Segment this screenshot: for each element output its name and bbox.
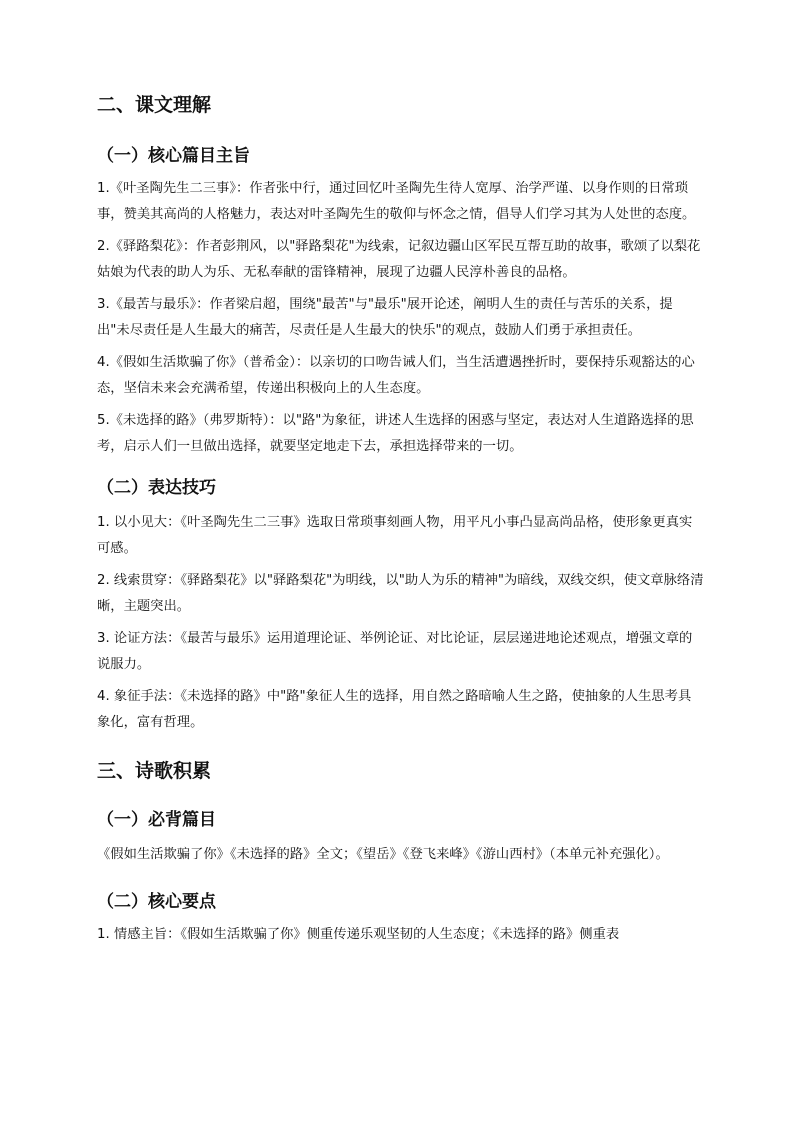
section-heading-text-understanding: 二、课文理解 (97, 94, 212, 116)
technique-item-4: 4. 象征手法：《未选择的路》中"路"象征人生的选择，用自然之路暗喻人生之路，使抽象的人生思考具象化，富有哲理。 (97, 689, 692, 730)
key-point-item-1: 1. 情感主旨：《假如生活欺骗了你》侧重传递乐观坚韧的人生态度；《未选择的路》侧重表 (97, 927, 620, 942)
theme-item-4: 4.《假如生活欺骗了你》（普希金）：以亲切的口吻告诫人们，当生活遭遇挫折时，要保持乐观豁达的心态，坚信未来会充满希望，传递出积极向上的人生态度。 (97, 355, 695, 396)
subheading-core-themes: （一）核心篇目主旨 (97, 146, 250, 166)
technique-item-3: 3. 论证方法：《最苦与最乐》运用道理论证、举例论证、对比论证，层层递进地论述观点，增强文章的说服力。 (97, 631, 693, 672)
theme-item-5: 5.《未选择的路》（弗罗斯特）：以"路"为象征，讲述人生选择的困惑与坚定，表达对人生道路选择的思考，启示人们一旦做出选择，就要坚定地走下去，承担选择带来的一切。 (97, 413, 694, 454)
theme-item-2: 2.《驿路梨花》：作者彭荆风，以"驿路梨花"为线索，记叙边疆山区军民互帮互助的故事，歌颂了以梨花姑娘为代表的助人为乐、无私奉献的雷锋精神，展现了边疆人民淳朴善良的品格。 (97, 239, 701, 280)
subheading-key-points: （二）核心要点 (97, 892, 216, 912)
required-recitation-text: 《假如生活欺骗了你》《未选择的路》全文；《望岳》《登飞来峰》《游山西村》（本单元补充强化）。 (97, 847, 669, 862)
technique-item-2: 2. 线索贯穿：《驿路梨花》以"驿路梨花"为明线，以"助人为乐的精神"为暗线，双线交织，使文章脉络清晰，主题突出。 (97, 573, 704, 614)
section-heading-poetry: 三、诗歌积累 (97, 760, 212, 782)
theme-item-3: 3.《最苦与最乐》：作者梁启超，围绕"最苦"与"最乐"展开论述，阐明人生的责任与苦乐的关系，提出"未尽责任是人生最大的痛苦，尽责任是人生最大的快乐"的观点，鼓励人们勇于承担责任。 (97, 297, 673, 338)
theme-item-1: 1.《叶圣陶先生二三事》：作者张中行，通过回忆叶圣陶先生待人宽厚、治学严谨、以身作则的日常琐事，赞美其高尚的人格魅力，表达对叶圣陶先生的敬仰与怀念之情，倡导人们学习其为人处世的态度。 (97, 181, 696, 222)
subheading-expression-techniques: （二）表达技巧 (97, 478, 216, 498)
subheading-required-recitation: （一）必背篇目 (97, 810, 216, 830)
technique-item-1: 1. 以小见大：《叶圣陶先生二三事》选取日常琐事刻画人物，用平凡小事凸显高尚品格，使形象更真实可感。 (97, 515, 693, 556)
